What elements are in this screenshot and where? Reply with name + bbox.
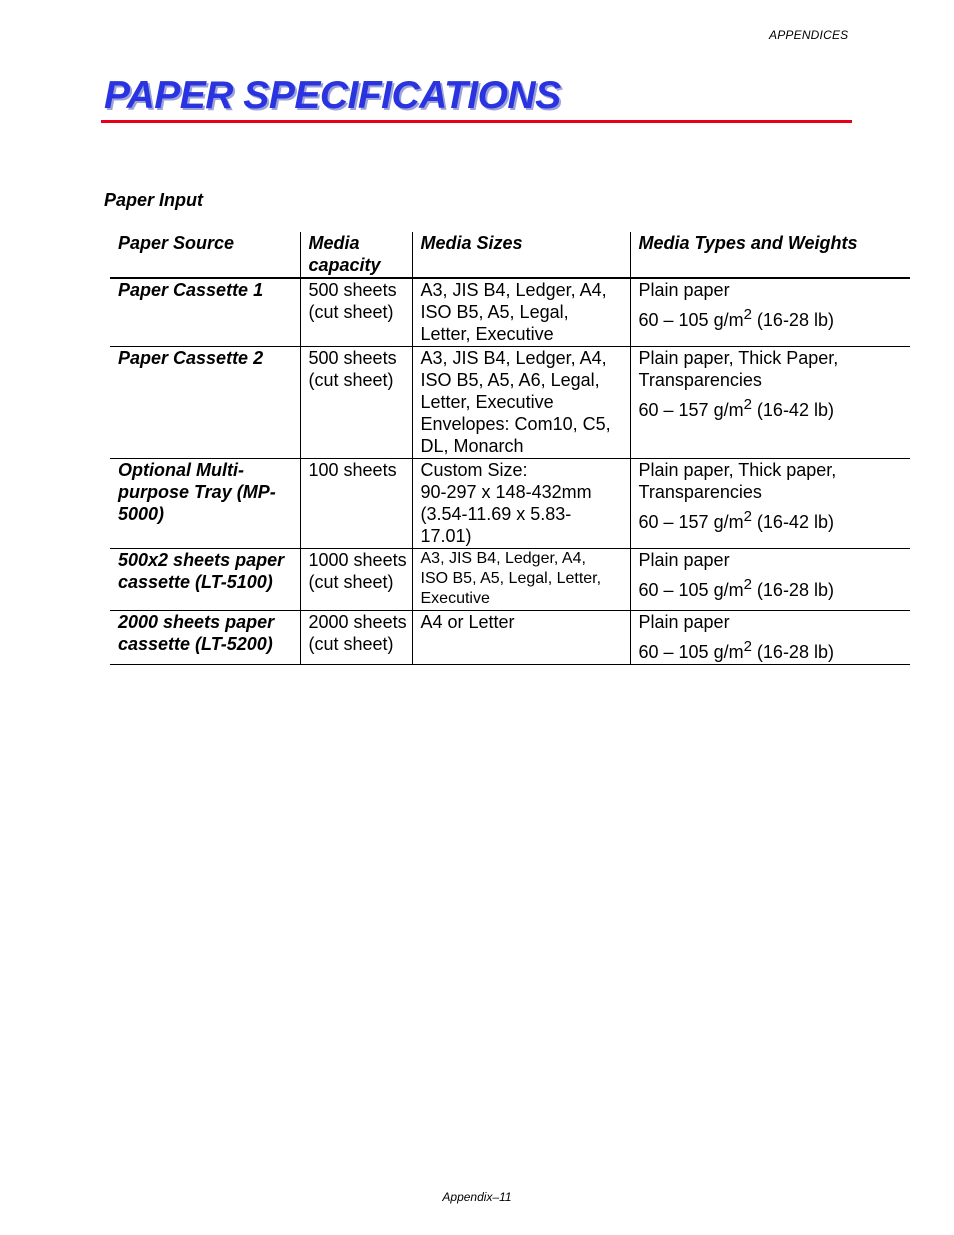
media-size-line: Executive	[420, 590, 490, 607]
paper-source-cell: 500x2 sheets paper cassette (LT-5100)	[110, 549, 300, 611]
media-sizes-cell	[412, 549, 630, 611]
media-size-line: A3, JIS B4, Ledger, A4,	[420, 280, 607, 300]
paper-source-cell: 2000 sheets paper cassette (LT-5200)	[110, 611, 300, 665]
media-size-line: 17.01)	[420, 526, 472, 546]
media-size-line: Envelopes: Com10, C5,	[420, 414, 611, 434]
media-type-text: Plain paper, Thick Paper, Transparencies	[638, 348, 839, 390]
media-sizes-cell	[412, 611, 630, 665]
media-types-cell	[630, 549, 910, 611]
media-types-cell	[630, 611, 910, 665]
media-size-line: ISO B5, A5, Legal,	[420, 302, 569, 322]
media-size-line: DL, Monarch	[420, 436, 524, 456]
paper-source-cell: Paper Cassette 2	[110, 347, 300, 459]
weight-pounds: (16-42 lb)	[751, 512, 834, 532]
media-capacity-cell: 500 sheets (cut sheet)	[300, 278, 412, 347]
media-size-line: 90-297 x 148-432mm	[420, 482, 592, 502]
weight-value: 60 – 157 g/m	[638, 512, 744, 532]
column-header-paper-source: Paper Source	[110, 232, 300, 278]
media-sizes-cell	[412, 278, 630, 347]
media-types-cell	[630, 278, 910, 347]
media-size-line: A3, JIS B4, Ledger, A4,	[420, 348, 607, 368]
column-header-media-capacity: Media capacity	[300, 232, 412, 278]
table-row	[110, 611, 910, 665]
table-row	[110, 278, 910, 347]
media-weight	[639, 636, 907, 663]
weight-exponent: 2	[743, 508, 752, 525]
weight-pounds: (16-28 lb)	[751, 580, 834, 600]
media-sizes-cell	[412, 459, 630, 549]
media-size-line: Custom Size:	[420, 460, 528, 480]
media-type-text: Plain paper, Thick paper, Transparencies	[638, 460, 837, 502]
table-row	[110, 347, 910, 459]
media-type-text: Plain paper	[638, 280, 730, 300]
media-size-line: ISO B5, A5, A6, Legal,	[420, 370, 600, 390]
media-weight	[639, 574, 907, 601]
weight-pounds: (16-28 lb)	[751, 642, 834, 662]
weight-pounds: (16-42 lb)	[751, 400, 834, 420]
media-type-text: Plain paper	[638, 550, 730, 570]
weight-exponent: 2	[743, 396, 752, 413]
paper-source-cell: Paper Cassette 1	[110, 278, 300, 347]
media-weight	[639, 394, 907, 421]
media-size-line: A3, JIS B4, Ledger, A4,	[420, 550, 586, 567]
weight-pounds: (16-28 lb)	[751, 310, 834, 330]
media-weight	[639, 304, 907, 331]
media-size-line: A4 or Letter	[420, 612, 515, 632]
table-row	[110, 549, 910, 611]
page-number: Appendix–11	[442, 1190, 512, 1204]
media-weight	[639, 506, 907, 533]
media-types-cell	[630, 459, 910, 549]
weight-exponent: 2	[743, 576, 752, 593]
paper-source-cell: Optional Multi-purpose Tray (MP-5000)	[110, 459, 300, 549]
title-rule	[101, 120, 852, 123]
media-size-line: ISO B5, A5, Legal, Letter,	[420, 570, 602, 587]
running-header: APPENDICES	[769, 28, 849, 42]
table-header-row	[110, 232, 910, 278]
media-sizes-cell	[412, 347, 630, 459]
column-header-media-types: Media Types and Weights	[630, 232, 910, 278]
media-capacity-cell: 100 sheets	[300, 459, 412, 549]
media-capacity-cell: 2000 sheets (cut sheet)	[300, 611, 412, 665]
media-types-cell	[630, 347, 910, 459]
weight-value: 60 – 157 g/m	[638, 400, 744, 420]
media-size-line: (3.54-11.69 x 5.83-	[420, 504, 572, 524]
column-header-media-sizes: Media Sizes	[412, 232, 630, 278]
weight-value: 60 – 105 g/m	[638, 310, 744, 330]
paper-input-table	[110, 232, 910, 665]
media-size-line: Letter, Executive	[420, 392, 554, 412]
page-title: PAPER SPECIFICATIONS	[104, 74, 561, 117]
weight-exponent: 2	[743, 306, 752, 323]
media-size-line: Letter, Executive	[420, 324, 554, 344]
weight-exponent: 2	[743, 638, 752, 655]
weight-value: 60 – 105 g/m	[638, 642, 744, 662]
media-capacity-cell: 500 sheets (cut sheet)	[300, 347, 412, 459]
weight-value: 60 – 105 g/m	[638, 580, 744, 600]
media-capacity-cell: 1000 sheets (cut sheet)	[300, 549, 412, 611]
table-row	[110, 459, 910, 549]
media-type-text: Plain paper	[638, 612, 730, 632]
section-heading: Paper Input	[104, 190, 204, 210]
